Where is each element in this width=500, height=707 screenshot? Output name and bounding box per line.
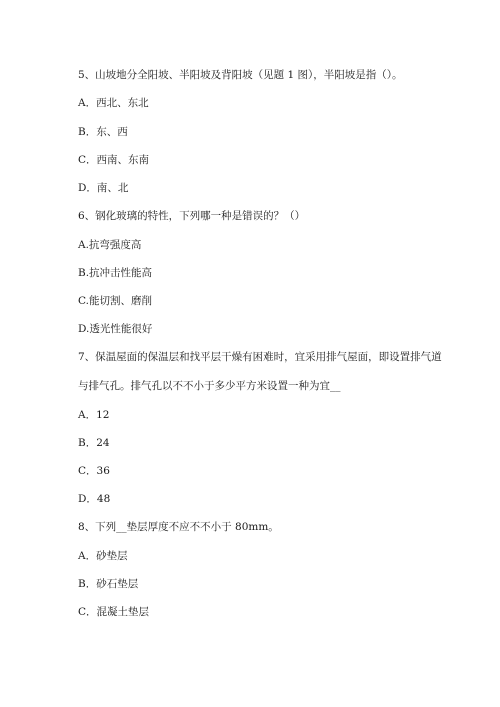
question-8-option-b: B．砂石垫层 (78, 578, 139, 590)
question-7-option-c: C．36 (78, 465, 110, 477)
question-8-stem: 8、下列__垫层厚度不应不不小于 80mm。 (78, 521, 279, 533)
question-7-stem-line-2: 与排气孔。排气孔以不不小于多少平方米设置一种为宜__ (78, 380, 341, 392)
question-6-option-c: C.能切割、磨削 (78, 295, 152, 307)
question-7-option-b: B．24 (78, 437, 110, 449)
question-5-option-b: B．东、西 (78, 126, 128, 138)
question-6-stem: 6、钢化玻璃的特性，下列哪一种是错误的？（） (78, 210, 306, 222)
question-5-option-a: A．西北、东北 (78, 97, 149, 109)
question-6-option-a: A.抗弯强度高 (78, 239, 142, 251)
question-5-option-c: C．西南、东南 (78, 154, 150, 166)
question-5-stem: 5、山坡地分全阳坡、半阳坡及背阳坡（见题 1 图），半阳坡是指（）。 (78, 69, 403, 81)
question-7-stem-line-1: 7、保温屋面的保温层和找平层干燥有困难时，宜采用排气屋面，即设置排气道 (78, 351, 442, 363)
question-8-option-c: C．混凝土垫层 (78, 606, 150, 618)
question-7-option-a: A．12 (78, 409, 110, 421)
question-5-option-d: D．南、北 (78, 182, 129, 194)
question-6-option-b: B.抗冲击性能高 (78, 267, 153, 279)
question-7-option-d: D．48 (78, 493, 111, 505)
question-6-option-d: D.透光性能很好 (78, 323, 153, 335)
question-8-option-a: A．砂垫层 (78, 550, 128, 562)
